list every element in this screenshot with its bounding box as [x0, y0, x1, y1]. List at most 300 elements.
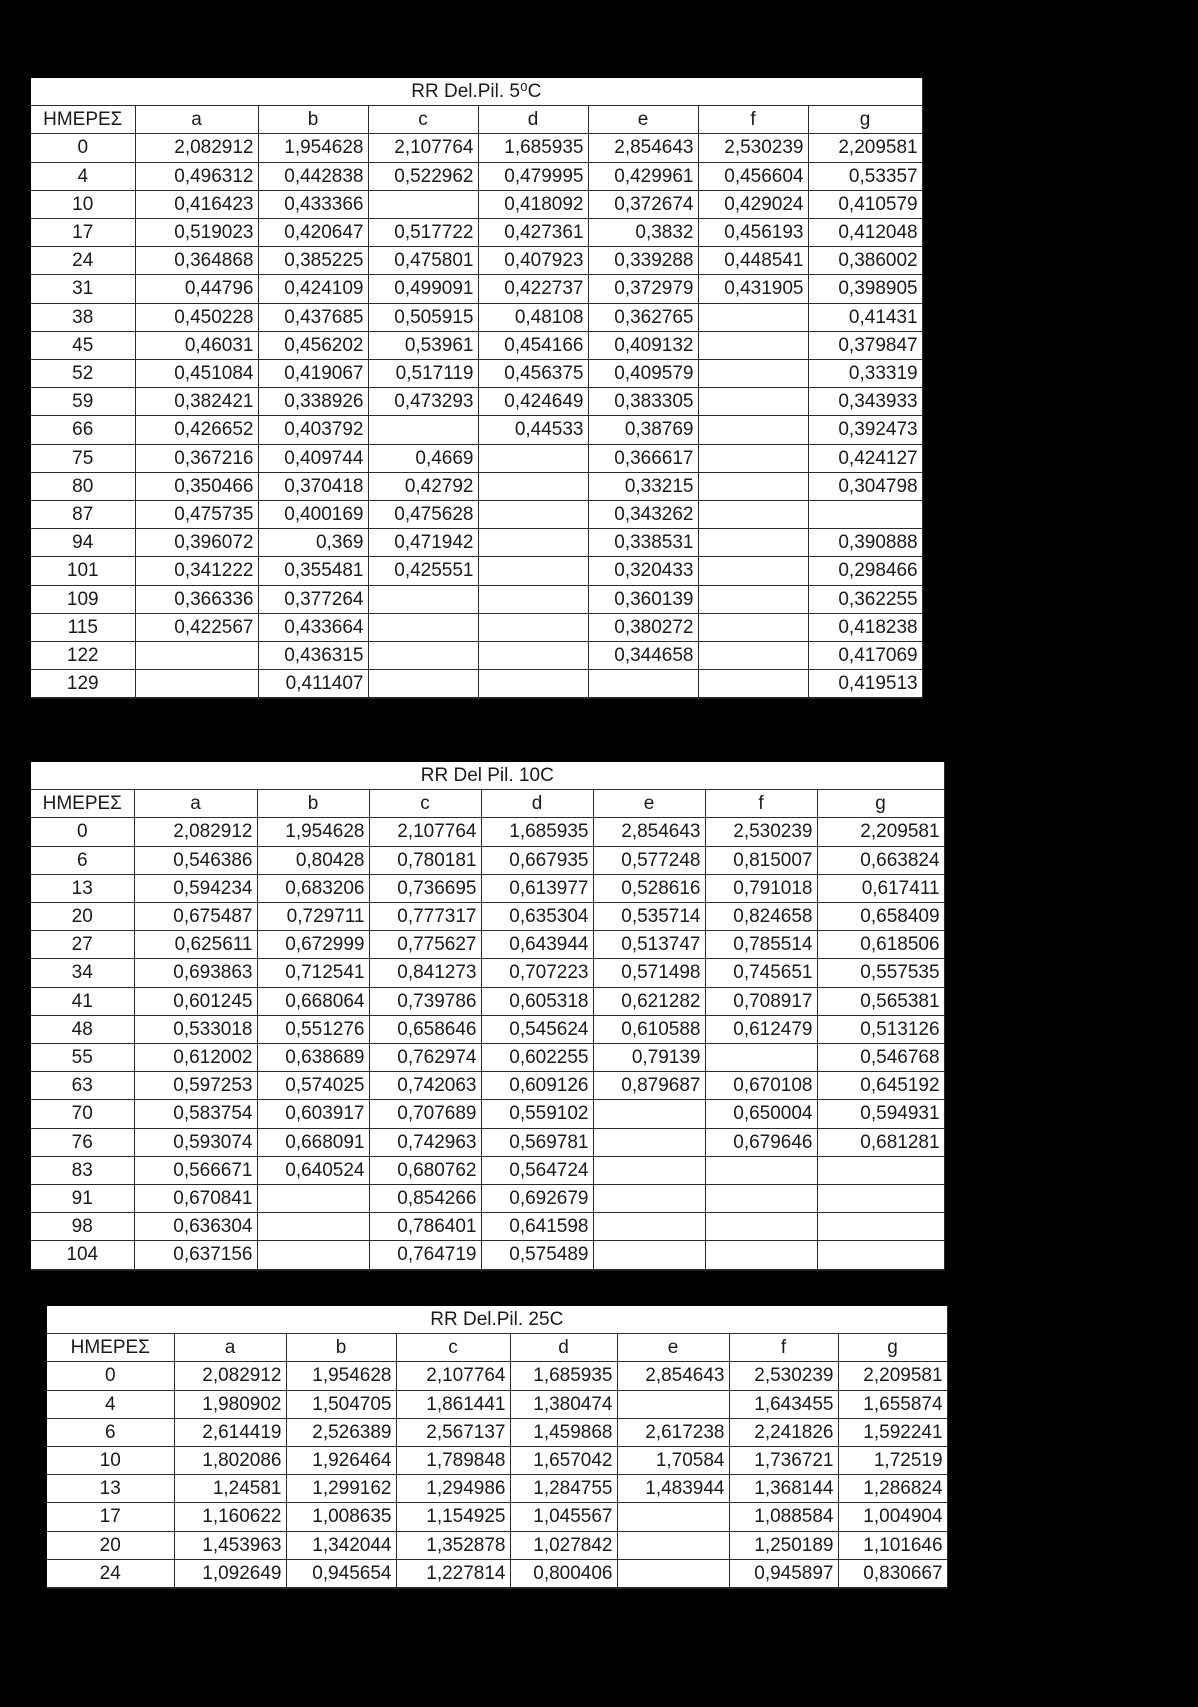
table-row	[31, 1128, 944, 1156]
value-cell: 0,879687	[593, 1072, 705, 1100]
value-cell: 0,535714	[593, 903, 705, 931]
value-cell: 2,530239	[729, 1362, 838, 1390]
value-cell: 0,546768	[817, 1044, 944, 1072]
table-row	[31, 1213, 944, 1241]
value-cell: 0,450228	[135, 303, 258, 331]
value-cell	[698, 444, 808, 472]
table-row	[31, 1241, 944, 1269]
column-header: b	[258, 106, 368, 134]
table-row	[31, 987, 944, 1015]
value-cell	[698, 360, 808, 388]
table-header-row	[31, 106, 922, 134]
value-cell	[698, 670, 808, 698]
value-cell: 0,621282	[593, 987, 705, 1015]
day-cell: 70	[31, 1100, 134, 1128]
value-cell: 1,027842	[510, 1531, 617, 1559]
value-cell: 0,601245	[134, 987, 257, 1015]
value-cell: 1,368144	[729, 1475, 838, 1503]
table-10c	[31, 762, 945, 1270]
value-cell: 0,33215	[588, 472, 698, 500]
day-cell: 52	[31, 360, 135, 388]
value-cell: 1,926464	[286, 1447, 396, 1475]
value-cell: 0,564724	[481, 1156, 593, 1184]
value-cell: 1,789848	[396, 1447, 510, 1475]
value-cell: 0,418092	[478, 190, 588, 218]
value-cell: 0,602255	[481, 1044, 593, 1072]
value-cell	[478, 501, 588, 529]
table-row	[31, 529, 922, 557]
value-cell: 1,685935	[510, 1362, 617, 1390]
value-cell	[617, 1390, 729, 1418]
value-cell: 0,800406	[510, 1559, 617, 1587]
column-header: c	[369, 790, 481, 818]
table-row	[47, 1418, 947, 1446]
table-row	[47, 1531, 947, 1559]
value-cell	[135, 642, 258, 670]
value-cell	[593, 1213, 705, 1241]
table-row	[31, 1044, 944, 1072]
value-cell: 0,658646	[369, 1015, 481, 1043]
day-cell: 91	[31, 1185, 134, 1213]
value-cell: 0,693863	[134, 959, 257, 987]
value-cell: 1,685935	[481, 818, 593, 846]
value-cell: 0,739786	[369, 987, 481, 1015]
value-cell	[698, 529, 808, 557]
value-cell: 0,377264	[258, 585, 368, 613]
value-cell: 0,42792	[368, 472, 478, 500]
table-row	[31, 360, 922, 388]
day-cell: 76	[31, 1128, 134, 1156]
value-cell: 0,425551	[368, 557, 478, 585]
value-cell: 0,830667	[838, 1559, 947, 1587]
value-cell: 0,522962	[368, 162, 478, 190]
value-cell: 0,390888	[808, 529, 922, 557]
day-cell: 13	[31, 874, 134, 902]
table-row	[47, 1559, 947, 1587]
value-cell: 0,419513	[808, 670, 922, 698]
value-cell: 0,422737	[478, 275, 588, 303]
table-10c-body	[31, 762, 944, 1269]
value-cell: 0,643944	[481, 931, 593, 959]
table-row	[31, 388, 922, 416]
value-cell: 0,786401	[369, 1213, 481, 1241]
value-cell: 0,473293	[368, 388, 478, 416]
value-cell: 0,775627	[369, 931, 481, 959]
value-cell: 0,645192	[817, 1072, 944, 1100]
value-cell: 0,355481	[258, 557, 368, 585]
value-cell: 1,954628	[258, 134, 368, 162]
value-cell: 0,557535	[817, 959, 944, 987]
value-cell: 0,396072	[135, 529, 258, 557]
value-cell: 0,692679	[481, 1185, 593, 1213]
value-cell: 0,407923	[478, 247, 588, 275]
value-cell: 0,367216	[135, 444, 258, 472]
table-row	[31, 331, 922, 359]
value-cell: 0,362255	[808, 585, 922, 613]
day-cell: 101	[31, 557, 135, 585]
value-cell: 0,379847	[808, 331, 922, 359]
value-cell: 2,241826	[729, 1418, 838, 1446]
value-cell: 1,004904	[838, 1503, 947, 1531]
table-row	[31, 162, 922, 190]
value-cell: 1,284755	[510, 1475, 617, 1503]
value-cell: 0,517722	[368, 219, 478, 247]
day-cell: 24	[47, 1559, 174, 1587]
value-cell: 0,618506	[817, 931, 944, 959]
value-cell: 0,456202	[258, 331, 368, 359]
value-cell	[698, 331, 808, 359]
column-header: ΗΜΕΡΕΣ	[47, 1334, 174, 1362]
value-cell: 0,409744	[258, 444, 368, 472]
value-cell: 0,742963	[369, 1128, 481, 1156]
value-cell: 0,420647	[258, 219, 368, 247]
value-cell: 0,641598	[481, 1213, 593, 1241]
table-row	[47, 1475, 947, 1503]
day-cell: 80	[31, 472, 135, 500]
table-title: RR Del.Pil. 5⁰C	[31, 78, 922, 106]
table-title-row	[31, 762, 944, 790]
value-cell: 0,672999	[257, 931, 369, 959]
value-cell: 0,505915	[368, 303, 478, 331]
table-row	[31, 275, 922, 303]
value-cell: 1,980902	[174, 1390, 286, 1418]
day-cell: 6	[47, 1418, 174, 1446]
value-cell: 0,583754	[134, 1100, 257, 1128]
value-cell: 0,433664	[258, 613, 368, 641]
day-cell: 24	[31, 247, 135, 275]
value-cell: 0,422567	[135, 613, 258, 641]
value-cell: 0,475735	[135, 501, 258, 529]
day-cell: 34	[31, 959, 134, 987]
value-cell: 0,791018	[705, 874, 817, 902]
table-row	[47, 1362, 947, 1390]
day-cell: 13	[47, 1475, 174, 1503]
value-cell: 0,680762	[369, 1156, 481, 1184]
value-cell: 0,366336	[135, 585, 258, 613]
value-cell: 0,565381	[817, 987, 944, 1015]
value-cell: 2,530239	[705, 818, 817, 846]
table-row	[31, 846, 944, 874]
table-row	[31, 303, 922, 331]
value-cell: 0,411407	[258, 670, 368, 698]
value-cell: 0,610588	[593, 1015, 705, 1043]
value-cell: 2,209581	[838, 1362, 947, 1390]
value-cell: 0,668064	[257, 987, 369, 1015]
day-cell: 17	[31, 219, 135, 247]
value-cell: 0,640524	[257, 1156, 369, 1184]
value-cell: 0,424127	[808, 444, 922, 472]
value-cell: 0,416423	[135, 190, 258, 218]
value-cell	[257, 1213, 369, 1241]
table-row	[31, 247, 922, 275]
column-header: a	[134, 790, 257, 818]
value-cell: 0,456375	[478, 360, 588, 388]
table-5c	[31, 78, 923, 698]
value-cell: 1,154925	[396, 1503, 510, 1531]
day-cell: 0	[31, 134, 135, 162]
table-header-row	[47, 1334, 947, 1362]
value-cell: 2,614419	[174, 1418, 286, 1446]
value-cell: 0,729711	[257, 903, 369, 931]
value-cell: 1,453963	[174, 1531, 286, 1559]
value-cell: 0,650004	[705, 1100, 817, 1128]
value-cell: 1,101646	[838, 1531, 947, 1559]
value-cell: 0,343933	[808, 388, 922, 416]
value-cell	[368, 585, 478, 613]
day-cell: 27	[31, 931, 134, 959]
value-cell: 2,082912	[174, 1362, 286, 1390]
value-cell: 0,400169	[258, 501, 368, 529]
value-cell: 1,352878	[396, 1531, 510, 1559]
value-cell: 0,418238	[808, 613, 922, 641]
value-cell: 0,612479	[705, 1015, 817, 1043]
value-cell: 1,160622	[174, 1503, 286, 1531]
value-cell	[817, 1213, 944, 1241]
value-cell: 1,954628	[286, 1362, 396, 1390]
value-cell: 0,341222	[135, 557, 258, 585]
value-cell	[705, 1044, 817, 1072]
day-cell: 66	[31, 416, 135, 444]
value-cell: 0,658409	[817, 903, 944, 931]
value-cell: 1,299162	[286, 1475, 396, 1503]
value-cell	[593, 1156, 705, 1184]
table-row	[31, 416, 922, 444]
day-cell: 98	[31, 1213, 134, 1241]
table-row	[31, 557, 922, 585]
day-cell: 4	[47, 1390, 174, 1418]
value-cell: 1,657042	[510, 1447, 617, 1475]
column-header: f	[705, 790, 817, 818]
value-cell: 0,33319	[808, 360, 922, 388]
value-cell: 2,526389	[286, 1418, 396, 1446]
value-cell: 0,433366	[258, 190, 368, 218]
day-cell: 48	[31, 1015, 134, 1043]
value-cell: 0,638689	[257, 1044, 369, 1072]
value-cell: 0,79139	[593, 1044, 705, 1072]
table-5c-sheet	[31, 78, 923, 699]
value-cell: 2,107764	[369, 818, 481, 846]
column-header: c	[368, 106, 478, 134]
value-cell: 2,854643	[593, 818, 705, 846]
value-cell: 2,530239	[698, 134, 808, 162]
value-cell: 1,459868	[510, 1418, 617, 1446]
value-cell	[478, 557, 588, 585]
value-cell	[617, 1503, 729, 1531]
value-cell: 0,304798	[808, 472, 922, 500]
value-cell: 0,372674	[588, 190, 698, 218]
table-25c-sheet	[47, 1306, 948, 1589]
value-cell: 0,519023	[135, 219, 258, 247]
table-row	[31, 190, 922, 218]
value-cell: 0,559102	[481, 1100, 593, 1128]
value-cell: 0,577248	[593, 846, 705, 874]
value-cell: 0,48108	[478, 303, 588, 331]
column-header: g	[838, 1334, 947, 1362]
value-cell: 0,80428	[257, 846, 369, 874]
value-cell: 0,679646	[705, 1128, 817, 1156]
value-cell	[698, 303, 808, 331]
value-cell: 0,454166	[478, 331, 588, 359]
value-cell: 0,513747	[593, 931, 705, 959]
day-cell: 83	[31, 1156, 134, 1184]
column-header: a	[135, 106, 258, 134]
value-cell: 0,712541	[257, 959, 369, 987]
value-cell: 1,092649	[174, 1559, 286, 1587]
value-cell: 0,635304	[481, 903, 593, 931]
column-header: f	[729, 1334, 838, 1362]
value-cell	[817, 1185, 944, 1213]
table-row	[31, 903, 944, 931]
value-cell: 0,854266	[369, 1185, 481, 1213]
value-cell: 0,708917	[705, 987, 817, 1015]
value-cell: 0,670108	[705, 1072, 817, 1100]
value-cell: 0,426652	[135, 416, 258, 444]
day-cell: 75	[31, 444, 135, 472]
column-header: ΗΜΕΡΕΣ	[31, 790, 134, 818]
column-header: f	[698, 106, 808, 134]
value-cell: 2,107764	[368, 134, 478, 162]
column-header: ΗΜΕΡΕΣ	[31, 106, 135, 134]
column-header: d	[481, 790, 593, 818]
value-cell: 0,945654	[286, 1559, 396, 1587]
value-cell: 0,707223	[481, 959, 593, 987]
day-cell: 17	[47, 1503, 174, 1531]
table-title: RR Del.Pil. 25C	[47, 1306, 947, 1334]
table-row	[31, 959, 944, 987]
table-row	[31, 874, 944, 902]
value-cell: 0,385225	[258, 247, 368, 275]
table-row	[31, 585, 922, 613]
value-cell: 0,471942	[368, 529, 478, 557]
value-cell: 0,777317	[369, 903, 481, 931]
value-cell	[135, 670, 258, 698]
value-cell: 0,668091	[257, 1128, 369, 1156]
value-cell: 0,419067	[258, 360, 368, 388]
day-cell: 6	[31, 846, 134, 874]
value-cell: 0,41431	[808, 303, 922, 331]
value-cell: 0,594931	[817, 1100, 944, 1128]
value-cell: 0,707689	[369, 1100, 481, 1128]
value-cell	[478, 670, 588, 698]
value-cell	[588, 670, 698, 698]
value-cell: 0,475801	[368, 247, 478, 275]
value-cell	[368, 190, 478, 218]
value-cell: 0,362765	[588, 303, 698, 331]
value-cell: 0,597253	[134, 1072, 257, 1100]
table-row	[31, 1015, 944, 1043]
value-cell: 1,954628	[257, 818, 369, 846]
value-cell: 1,045567	[510, 1503, 617, 1531]
value-cell: 0,360139	[588, 585, 698, 613]
table-title-row	[47, 1306, 947, 1334]
table-header-row	[31, 790, 944, 818]
value-cell: 0,609126	[481, 1072, 593, 1100]
value-cell: 0,429024	[698, 190, 808, 218]
value-cell: 1,008635	[286, 1503, 396, 1531]
value-cell: 1,380474	[510, 1390, 617, 1418]
value-cell: 0,343262	[588, 501, 698, 529]
day-cell: 31	[31, 275, 135, 303]
value-cell: 0,533018	[134, 1015, 257, 1043]
value-cell: 0,338926	[258, 388, 368, 416]
value-cell: 0,545624	[481, 1015, 593, 1043]
value-cell: 1,088584	[729, 1503, 838, 1531]
day-cell: 20	[47, 1531, 174, 1559]
value-cell	[478, 444, 588, 472]
value-cell: 0,456604	[698, 162, 808, 190]
value-cell	[257, 1241, 369, 1269]
value-cell	[478, 585, 588, 613]
day-cell: 55	[31, 1044, 134, 1072]
value-cell: 0,785514	[705, 931, 817, 959]
value-cell: 0,44533	[478, 416, 588, 444]
value-cell	[705, 1156, 817, 1184]
day-cell: 4	[31, 162, 135, 190]
value-cell: 0,427361	[478, 219, 588, 247]
value-cell: 0,593074	[134, 1128, 257, 1156]
value-cell: 0,44796	[135, 275, 258, 303]
value-cell: 0,612002	[134, 1044, 257, 1072]
value-cell: 0,338531	[588, 529, 698, 557]
value-cell	[478, 472, 588, 500]
value-cell: 1,504705	[286, 1390, 396, 1418]
value-cell: 0,350466	[135, 472, 258, 500]
value-cell: 0,424109	[258, 275, 368, 303]
value-cell: 2,209581	[808, 134, 922, 162]
value-cell: 1,72519	[838, 1447, 947, 1475]
value-cell: 0,382421	[135, 388, 258, 416]
value-cell	[698, 585, 808, 613]
value-cell: 0,815007	[705, 846, 817, 874]
value-cell: 0,392473	[808, 416, 922, 444]
day-cell: 129	[31, 670, 135, 698]
value-cell: 0,571498	[593, 959, 705, 987]
value-cell: 0,762974	[369, 1044, 481, 1072]
value-cell: 0,594234	[134, 874, 257, 902]
value-cell: 0,320433	[588, 557, 698, 585]
table-row	[47, 1503, 947, 1531]
value-cell: 1,24581	[174, 1475, 286, 1503]
column-header: d	[510, 1334, 617, 1362]
table-row	[47, 1447, 947, 1475]
value-cell	[705, 1185, 817, 1213]
value-cell: 0,53961	[368, 331, 478, 359]
value-cell: 0,780181	[369, 846, 481, 874]
value-cell: 0,412048	[808, 219, 922, 247]
value-cell: 0,386002	[808, 247, 922, 275]
value-cell: 0,613977	[481, 874, 593, 902]
value-cell: 0,437685	[258, 303, 368, 331]
value-cell: 0,605318	[481, 987, 593, 1015]
value-cell: 0,46031	[135, 331, 258, 359]
value-cell: 0,429961	[588, 162, 698, 190]
day-cell: 10	[47, 1447, 174, 1475]
value-cell	[698, 557, 808, 585]
value-cell: 1,592241	[838, 1418, 947, 1446]
day-cell: 10	[31, 190, 135, 218]
value-cell: 0,574025	[257, 1072, 369, 1100]
value-cell: 0,448541	[698, 247, 808, 275]
value-cell: 0,681281	[817, 1128, 944, 1156]
value-cell: 0,546386	[134, 846, 257, 874]
value-cell: 0,945897	[729, 1559, 838, 1587]
value-cell: 1,286824	[838, 1475, 947, 1503]
value-cell	[698, 416, 808, 444]
value-cell	[808, 501, 922, 529]
table-row	[31, 1072, 944, 1100]
value-cell	[698, 642, 808, 670]
value-cell: 1,861441	[396, 1390, 510, 1418]
